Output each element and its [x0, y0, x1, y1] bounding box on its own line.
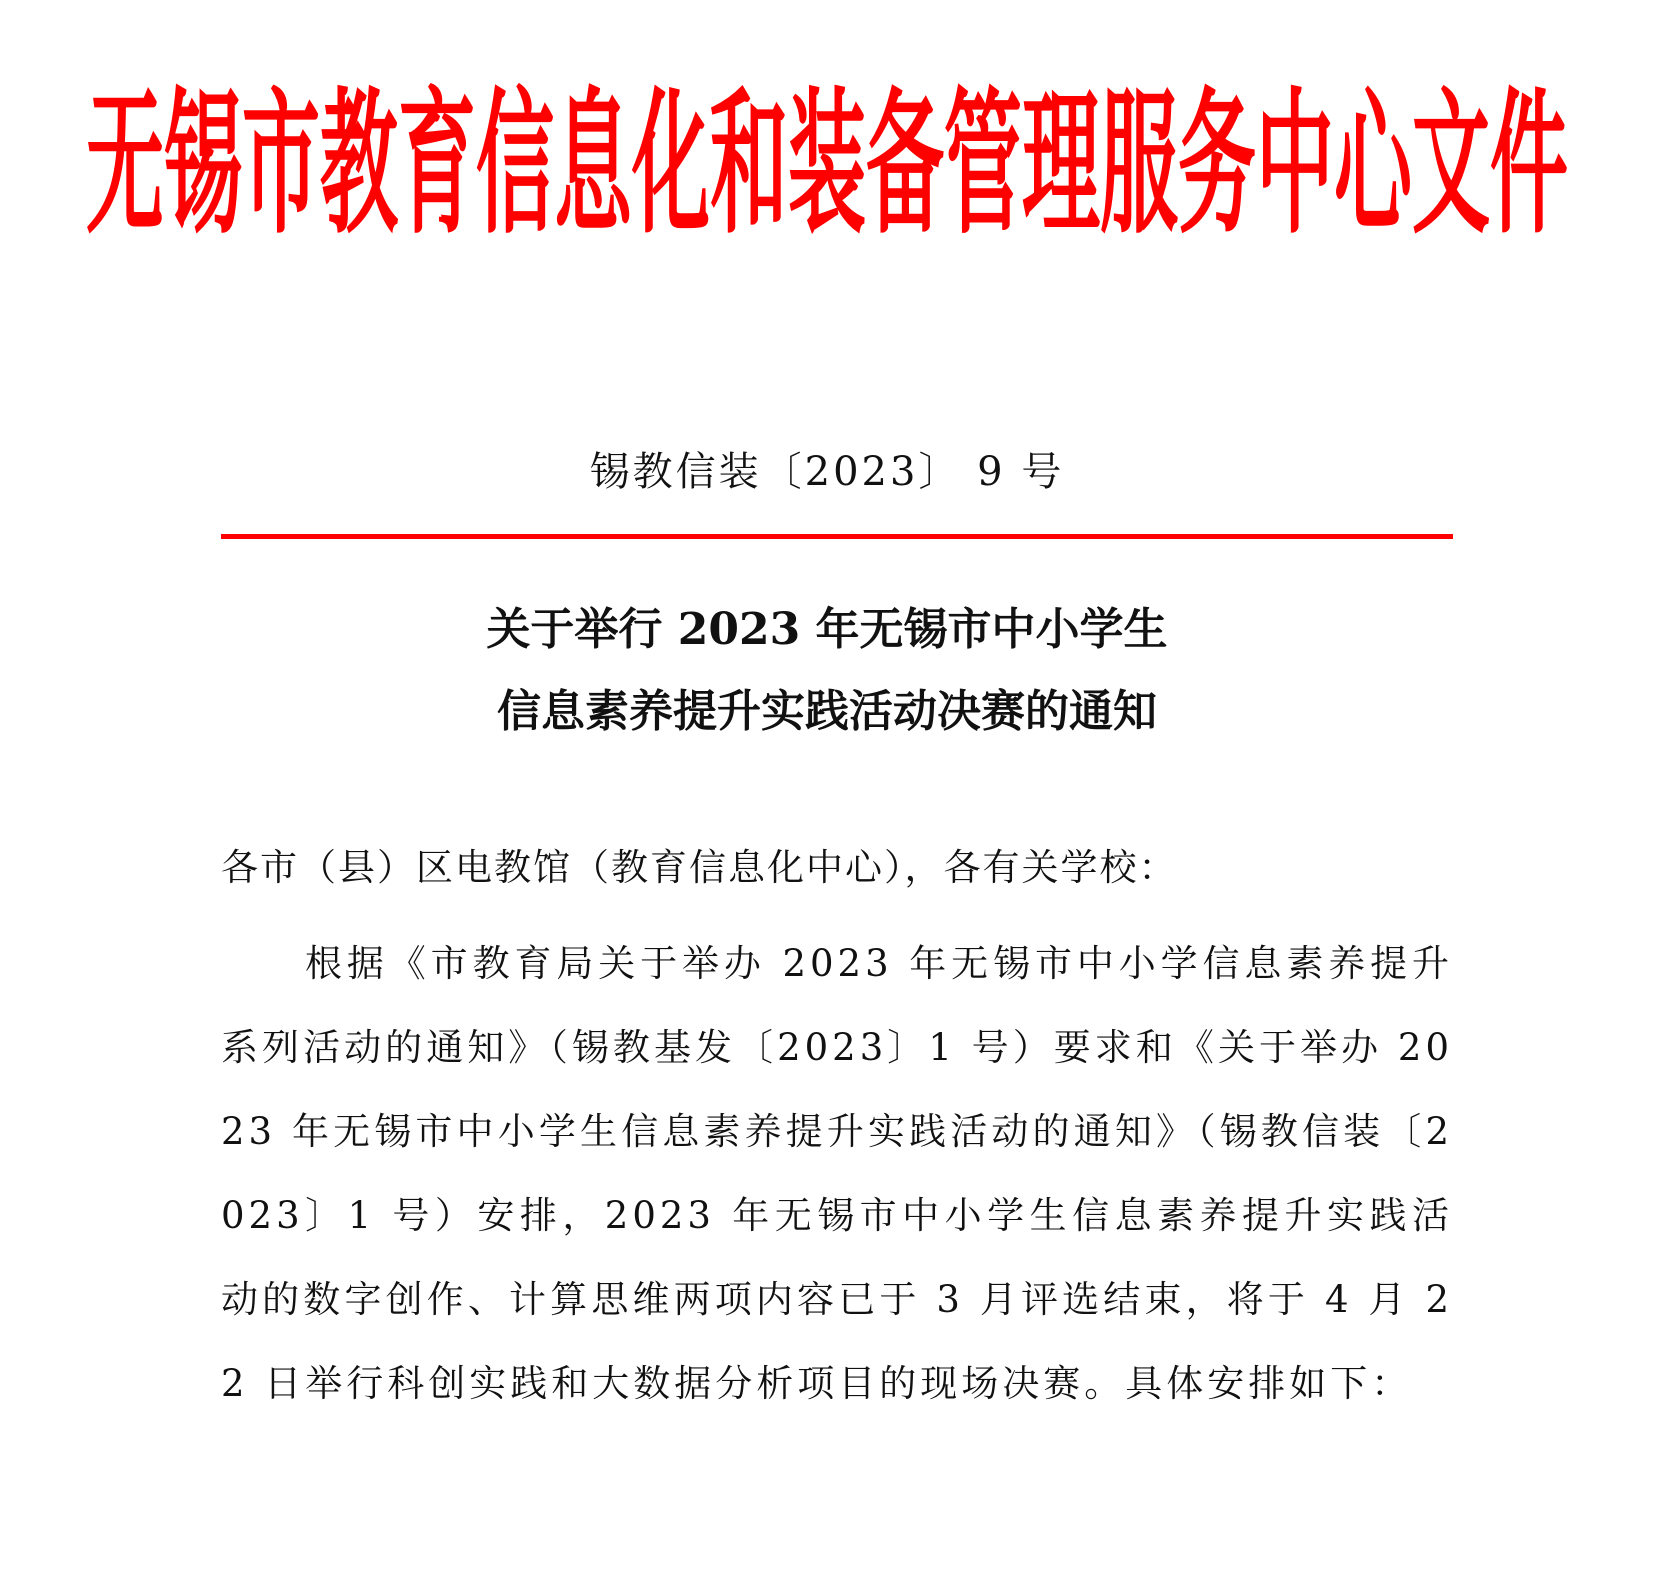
body-paragraph: 根据《市教育局关于举办 2023 年无锡市中小学信息素养提升系列活动的通知》（锡教基发〔2023〕1 号）要求和《关于举办 2023 年无锡市中小学生信息素养提升实践活动的通知》（锡教信装〔2023〕1 号）安排，2023 年无锡市中小学生信息素养提升实践活动的数字创作、计算思维两项内容已于 3 月评选结束，将于 4 月 22 日举行科创实践和大数据分析项目的现场决赛。具体安排如下： [221, 942, 1453, 1405]
notice-title-line-2: 信息素养提升实践活动决赛的通知 [497, 686, 1157, 737]
document-number: 锡教信装〔2023〕 9 号 [589, 449, 1065, 495]
notice-title-line-1: 关于举行 2023 年无锡市中小学生 [486, 604, 1168, 655]
salutation: 各市（县）区电教馆（教育信息化中心），各有关学校： [221, 846, 1178, 889]
red-divider-rule [221, 534, 1453, 539]
document-masthead: 无锡市教育信息化和装备管理服务中心文件 [85, 76, 1568, 256]
